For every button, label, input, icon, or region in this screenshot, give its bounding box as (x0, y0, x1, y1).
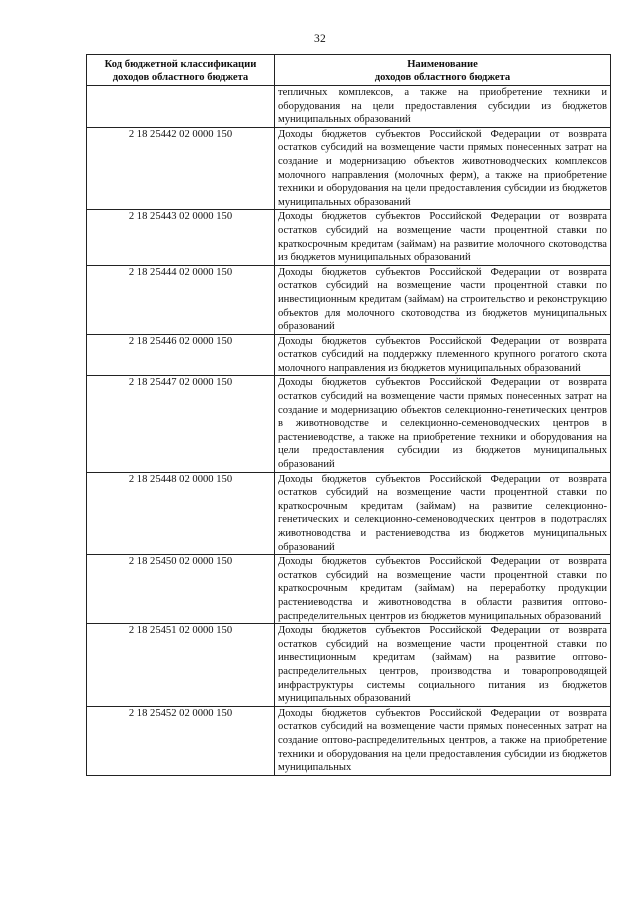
row-name: Доходы бюджетов субъектов Российской Федерации от возврата остатков субсидий на возмещение части прямых понесенных затрат на создание и модернизацию объектов селекционно-генетических центров в животноводстве и селекционно-семеноводческих центров в растениеводстве, а также на приобретение техники и оборудования на цели предоставления субсидии из бюджетов муниципальных образований (275, 376, 611, 472)
row-name: Доходы бюджетов субъектов Российской Федерации от возврата остатков субсидий на возмещение части процентной ставки по инвестиционным кредитам (займам) на развитие оптово-распределительных центров, производства и товаропроводящей инфраструктуры системы социального питания из бюджетов муниципальных образований (275, 624, 611, 707)
table-header-row (87, 55, 611, 86)
row-name: Доходы бюджетов субъектов Российской Федерации от возврата остатков субсидий на возмещение части прямых понесенных затрат на создание оптово-распределительных центров, а также на приобретение техники и оборудования на цели предоставления субсидии из бюджетов муниципальных (275, 706, 611, 775)
table-row (87, 624, 611, 707)
row-code: 2 18 25444 02 0000 150 (87, 265, 275, 334)
table-row (87, 265, 611, 334)
row-name: Доходы бюджетов субъектов Российской Федерации от возврата остатков субсидий на возмещение части прямых понесенных затрат на создание и модернизацию объектов животноводческих комплексов молочного направления (молочных ферм), а также на приобретение техники и оборудования на цели предоставления субсидии из бюджетов муниципальных образований (275, 127, 611, 210)
table-row (87, 706, 611, 775)
row-code (87, 86, 275, 128)
table-row (87, 376, 611, 472)
table-row (87, 127, 611, 210)
row-name: Доходы бюджетов субъектов Российской Федерации от возврата остатков субсидий на поддержку племенного крупного рогатого скота молочного направления из бюджетов муниципальных образований (275, 334, 611, 376)
row-name: Доходы бюджетов субъектов Российской Федерации от возврата остатков субсидий на возмещение части процентной ставки по краткосрочным кредитам (займам) на развитие молочного скотоводства из бюджетов муниципальных образований (275, 210, 611, 265)
table-row (87, 86, 611, 128)
row-code: 2 18 25452 02 0000 150 (87, 706, 275, 775)
row-name: Доходы бюджетов субъектов Российской Федерации от возврата остатков субсидий на возмещение части процентной ставки по краткосрочным кредитам (займам) на развитие селекционно-генетических и селекционно-семеноводческих центров в подотраслях животноводства и растениеводства из бюджетов муниципальных образований (275, 472, 611, 555)
row-name: тепличных комплексов, а также на приобретение техники и оборудования на цели предоставления субсидии из бюджетов муниципальных образований (275, 86, 611, 128)
row-code: 2 18 25447 02 0000 150 (87, 376, 275, 472)
header-name (275, 55, 611, 86)
row-code: 2 18 25450 02 0000 150 (87, 555, 275, 624)
table-row (87, 555, 611, 624)
row-code: 2 18 25443 02 0000 150 (87, 210, 275, 265)
header-name-line2: доходов областного бюджета (374, 71, 511, 83)
row-name: Доходы бюджетов субъектов Российской Федерации от возврата остатков субсидий на возмещение части процентной ставки по краткосрочным кредитам (займам) на переработку продукции растениеводства и животноводства в области развития оптово-распределительных центров из бюджетов муниципальных образований (275, 555, 611, 624)
revenue-classification-table (86, 54, 611, 776)
table-row (87, 472, 611, 555)
row-name: Доходы бюджетов субъектов Российской Федерации от возврата остатков субсидий на возмещение части процентной ставки по инвестиционным кредитам (займам) на строительство и реконструкцию объектов для молочного скотоводства из бюджетов муниципальных образований (275, 265, 611, 334)
header-name-line1: Наименование (407, 59, 478, 70)
page-number: 32 (313, 33, 327, 45)
row-code: 2 18 25442 02 0000 150 (87, 127, 275, 210)
row-code: 2 18 25451 02 0000 150 (87, 624, 275, 707)
row-code: 2 18 25446 02 0000 150 (87, 334, 275, 376)
table-row (87, 334, 611, 376)
header-code: Код бюджетной классификации доходов областного бюджета (87, 55, 275, 86)
table-row (87, 210, 611, 265)
row-code: 2 18 25448 02 0000 150 (87, 472, 275, 555)
